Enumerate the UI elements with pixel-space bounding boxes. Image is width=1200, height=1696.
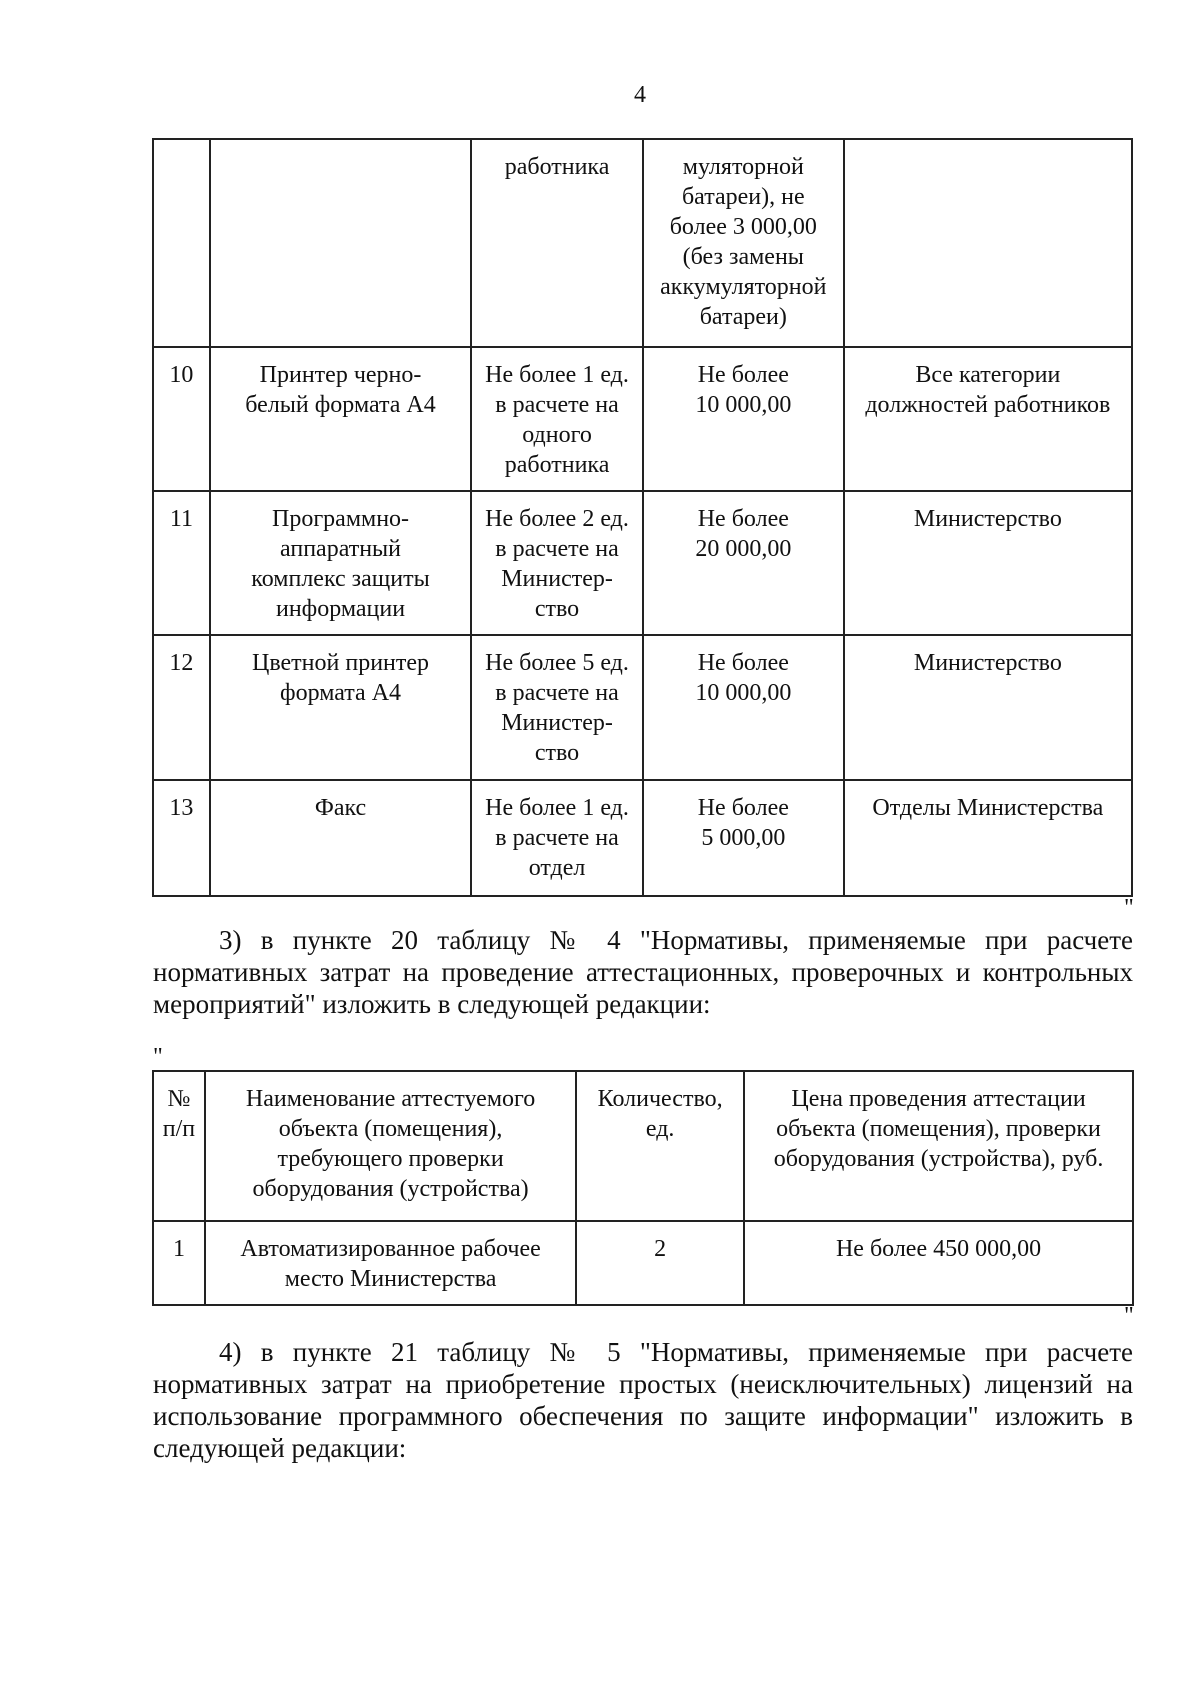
page-number: 4 <box>634 82 646 108</box>
price-cell: муляторной батареи), не более 3 000,00 (без замены аккумуляторной батареи) <box>643 139 844 347</box>
table-header-row <box>153 1071 1133 1221</box>
price-cell: Не более 450 000,00 <box>744 1221 1133 1305</box>
table-row <box>153 780 1132 896</box>
category-cell: Министерство <box>844 491 1132 635</box>
quantity-cell: Не более 1 ед. в расчете на одного работника <box>471 347 643 491</box>
column-header: Наименование аттестуемого объекта (помещения), требующего проверки оборудования (устройства) <box>205 1071 576 1221</box>
paragraph-text: 4) в пункте 21 таблицу № 5 "Нормативы, применяемые при расчете нормативных затрат на приобретение простых (неисключительных) лицензий на использование программного обеспечения по защите информации" изложить в следующей редакции: <box>153 1337 1133 1463</box>
quantity-cell: 2 <box>576 1221 744 1305</box>
closing-quote-mark: " <box>1124 1303 1134 1329</box>
paragraph-item-3 <box>153 924 1133 1020</box>
table-row <box>153 491 1132 635</box>
quantity-cell: Не более 2 ед. в расчете на Министер- ство <box>471 491 643 635</box>
category-cell <box>844 139 1132 347</box>
item-name-cell: Принтер черно- белый формата А4 <box>210 347 471 491</box>
item-name-cell: Программно- аппаратный комплекс защиты информации <box>210 491 471 635</box>
closing-quote-mark: " <box>1124 895 1134 921</box>
price-cell: Не более 10 000,00 <box>643 635 844 780</box>
equipment-norms-table <box>152 138 1133 897</box>
price-cell: Не более 20 000,00 <box>643 491 844 635</box>
row-number-cell: 11 <box>153 491 210 635</box>
row-number-cell: 10 <box>153 347 210 491</box>
category-cell: Все категории должностей работников <box>844 347 1132 491</box>
row-number-cell: 1 <box>153 1221 205 1305</box>
object-name-cell: Автоматизированное рабочее место Министерства <box>205 1221 576 1305</box>
quantity-cell: Не более 1 ед. в расчете на отдел <box>471 780 643 896</box>
row-number-cell <box>153 139 210 347</box>
table-row <box>153 347 1132 491</box>
table-row <box>153 635 1132 780</box>
row-number-cell: 12 <box>153 635 210 780</box>
column-header: Цена проведения аттестации объекта (помещения), проверки оборудования (устройства), руб. <box>744 1071 1133 1221</box>
item-name-cell: Цветной принтер формата А4 <box>210 635 471 780</box>
category-cell: Отделы Министерства <box>844 780 1132 896</box>
category-cell: Министерство <box>844 635 1132 780</box>
item-name-cell <box>210 139 471 347</box>
price-cell: Не более 5 000,00 <box>643 780 844 896</box>
row-number-cell: 13 <box>153 780 210 896</box>
table-row <box>153 139 1132 347</box>
paragraph-text: 3) в пункте 20 таблицу № 4 "Нормативы, применяемые при расчете нормативных затрат на проведение аттестационных, проверочных и контрольных мероприятий" изложить в следующей редакции: <box>153 925 1133 1019</box>
column-header: Количество, ед. <box>576 1071 744 1221</box>
price-cell: Не более 10 000,00 <box>643 347 844 491</box>
column-header: № п/п <box>153 1071 205 1221</box>
table-row <box>153 1221 1133 1305</box>
paragraph-item-4 <box>153 1336 1133 1464</box>
opening-quote-mark: " <box>153 1044 163 1070</box>
attestation-norms-table <box>152 1070 1134 1306</box>
item-name-cell: Факс <box>210 780 471 896</box>
quantity-cell: работника <box>471 139 643 347</box>
quantity-cell: Не более 5 ед. в расчете на Министер- ство <box>471 635 643 780</box>
